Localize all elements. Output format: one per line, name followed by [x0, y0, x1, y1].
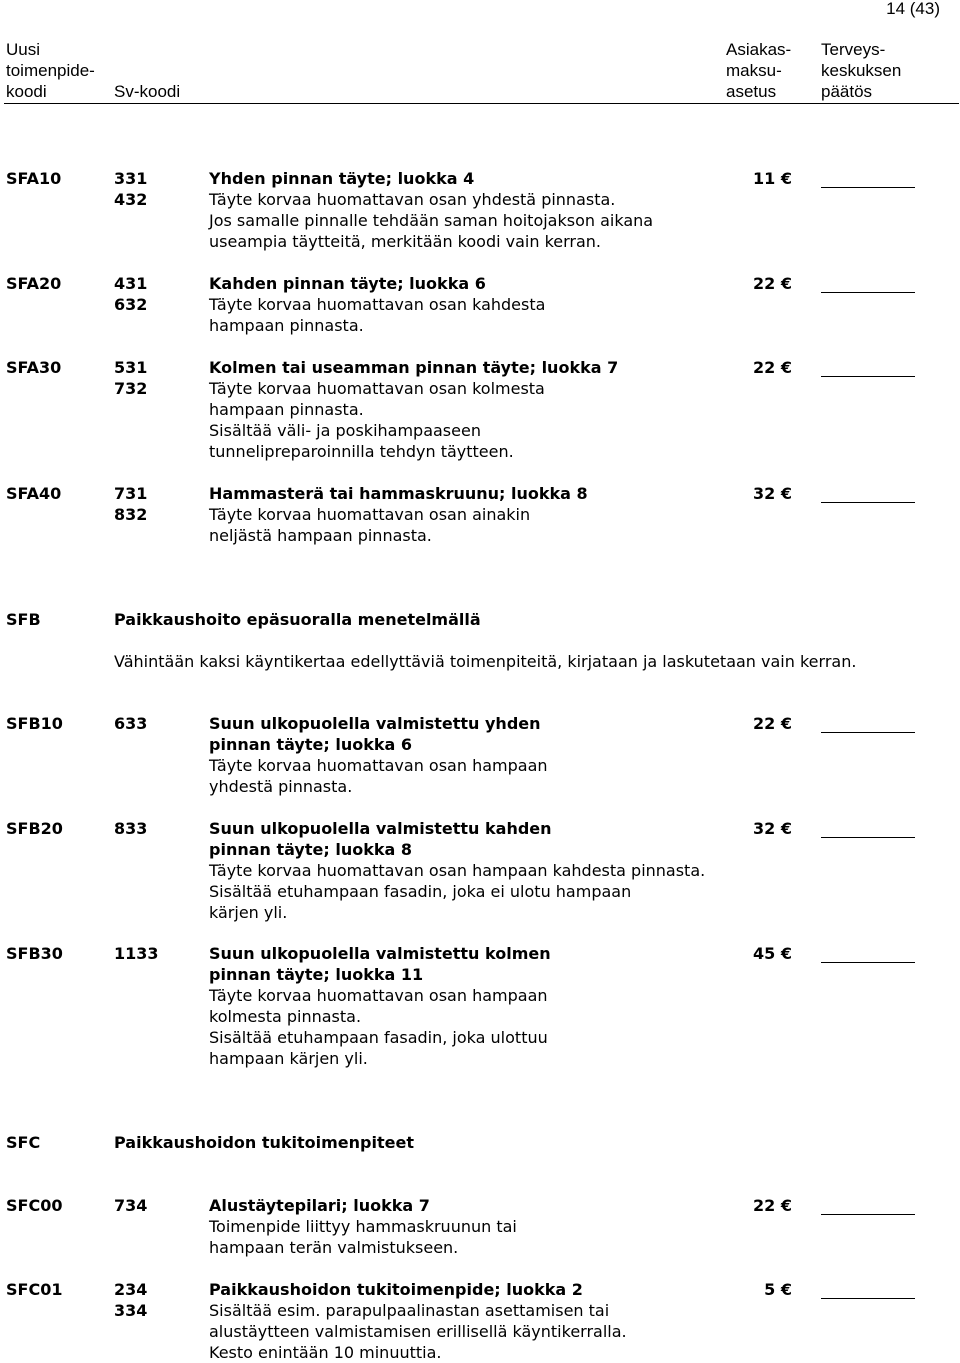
description-line: kärjen yli. [209, 903, 288, 922]
description-title: Suun ulkopuolella valmistettu kolmen [209, 944, 551, 963]
procedure-code: SFC01 [6, 1280, 63, 1299]
decision-blank-line[interactable] [821, 817, 915, 838]
sv-code: 732 [114, 379, 148, 398]
header-new-code [6, 39, 95, 102]
section-code: SFC [6, 1133, 41, 1152]
sv-code: 431 [114, 274, 148, 293]
sv-code: 633 [114, 714, 148, 733]
sv-code: 331 [114, 169, 148, 188]
description-line: yhdestä pinnasta. [209, 777, 353, 796]
sv-codes [114, 943, 159, 964]
procedure-price: 22 € [753, 274, 792, 293]
description-title: Paikkaushoidon tukitoimenpide; luokka 2 [209, 1280, 583, 1299]
description-title: pinnan täyte; luokka 8 [209, 840, 412, 859]
description-line: Sisältää esim. parapulpaalinastan asettamisen tai [209, 1301, 610, 1320]
procedure-description [209, 1279, 627, 1363]
description-line: Täyte korvaa huomattavan osan hampaan kahdesta pinnasta. [209, 861, 706, 880]
header-fee-decree [726, 39, 791, 102]
description-line: Sisältää etuhampaan fasadin, joka ei ulotu hampaan [209, 882, 632, 901]
sv-code: 632 [114, 295, 148, 314]
header-fee-decree-line: asetus [726, 82, 777, 101]
description-line: Täyte korvaa huomattavan osan hampaan [209, 986, 548, 1005]
sv-codes [114, 1195, 147, 1216]
description-title: Alustäytepilari; luokka 7 [209, 1196, 430, 1215]
procedure-description [209, 1195, 517, 1258]
header-health-center-line: keskuksen [821, 61, 902, 80]
description-line: hampaan kärjen yli. [209, 1049, 368, 1068]
sv-codes [114, 713, 147, 734]
description-line: Jos samalle pinnalle tehdään saman hoitojakson aikana [209, 211, 654, 230]
header-new-code-line: Uusi [6, 40, 41, 59]
sv-code: 833 [114, 819, 148, 838]
description-title: pinnan täyte; luokka 11 [209, 965, 424, 984]
procedure-price: 5 € [764, 1280, 792, 1299]
procedure-code: SFA30 [6, 358, 62, 377]
header-new-code-line: koodi [6, 82, 47, 101]
sv-codes [114, 168, 147, 210]
header-fee-decree-line: maksu- [726, 61, 782, 80]
description-line: Sisältää väli- ja poskihampaaseen [209, 421, 481, 440]
description-line: Täyte korvaa huomattavan osan ainakin [209, 505, 531, 524]
description-line: hampaan pinnasta. [209, 316, 364, 335]
procedure-price: 32 € [753, 484, 792, 503]
description-title: Kolmen tai useamman pinnan täyte; luokka 7 [209, 358, 619, 377]
decision-blank-line[interactable] [821, 942, 915, 963]
decision-blank-line[interactable] [821, 482, 915, 503]
procedure-code: SFA40 [6, 484, 62, 503]
description-line: Kesto enintään 10 minuuttia. [209, 1343, 442, 1362]
section-note: Vähintään kaksi käyntikertaa edellyttäviä toimenpiteitä, kirjataan ja laskutetaan vain kerran. [114, 652, 857, 671]
sv-codes [114, 1279, 147, 1321]
description-title: Hammasterä tai hammaskruunu; luokka 8 [209, 484, 588, 503]
procedure-description [209, 943, 551, 1069]
decision-blank-line[interactable] [821, 356, 915, 377]
procedure-price: 32 € [753, 819, 792, 838]
decision-blank-line[interactable] [821, 1194, 915, 1215]
section-title: Paikkaushoito epäsuoralla menetelmällä [114, 610, 481, 629]
procedure-code: SFB10 [6, 714, 63, 733]
sv-code: 832 [114, 505, 148, 524]
procedure-price: 22 € [753, 358, 792, 377]
sv-code: 234 [114, 1280, 148, 1299]
sv-codes [114, 818, 147, 839]
header-divider [4, 103, 959, 104]
sv-codes [114, 483, 147, 525]
procedure-description [209, 357, 618, 462]
decision-blank-line[interactable] [821, 272, 915, 293]
description-title: Suun ulkopuolella valmistettu yhden [209, 714, 541, 733]
description-title: Yhden pinnan täyte; luokka 4 [209, 169, 475, 188]
description-line: alustäytteen valmistamisen erillisellä käyntikerralla. [209, 1322, 627, 1341]
header-new-code-line: toimenpide- [6, 61, 95, 80]
description-line: Täyte korvaa huomattavan osan kahdesta [209, 295, 546, 314]
procedure-price: 22 € [753, 1196, 792, 1215]
procedure-code: SFB20 [6, 819, 63, 838]
description-line: Täyte korvaa huomattavan osan kolmesta [209, 379, 545, 398]
header-health-center-decision [821, 39, 901, 102]
procedure-description [209, 818, 705, 923]
description-line: neljästä hampaan pinnasta. [209, 526, 432, 545]
decision-blank-line[interactable] [821, 1278, 915, 1299]
sv-code: 432 [114, 190, 148, 209]
description-line: tunnelipreparoinnilla tehdyn täytteen. [209, 442, 514, 461]
procedure-description [209, 713, 548, 797]
description-title: pinnan täyte; luokka 6 [209, 735, 412, 754]
description-line: hampaan pinnasta. [209, 400, 364, 419]
sv-code: 731 [114, 484, 148, 503]
procedure-description [209, 273, 545, 336]
procedure-price: 22 € [753, 714, 792, 733]
procedure-description [209, 168, 653, 252]
description-title: Kahden pinnan täyte; luokka 6 [209, 274, 486, 293]
description-line: Täyte korvaa huomattavan osan hampaan [209, 756, 548, 775]
sv-codes [114, 273, 147, 315]
header-fee-decree-line: Asiakas- [726, 40, 792, 59]
procedure-description [209, 483, 588, 546]
procedure-code: SFB30 [6, 944, 63, 963]
sv-code: 734 [114, 1196, 148, 1215]
procedure-code: SFA20 [6, 274, 62, 293]
description-title: Suun ulkopuolella valmistettu kahden [209, 819, 552, 838]
procedure-code: SFA10 [6, 169, 62, 188]
sv-codes [114, 357, 147, 399]
procedure-price: 45 € [753, 944, 792, 963]
procedure-code: SFC00 [6, 1196, 63, 1215]
header-health-center-line: Terveys- [821, 40, 886, 59]
procedure-price: 11 € [753, 169, 792, 188]
header-sv-code: Sv-koodi [114, 82, 181, 101]
header-health-center-line: päätös [821, 82, 873, 101]
page-number: 14 (43) [886, 0, 940, 18]
sv-code: 531 [114, 358, 148, 377]
description-line: useampia täytteitä, merkitään koodi vain kerran. [209, 232, 602, 251]
section-title: Paikkaushoidon tukitoimenpiteet [114, 1133, 414, 1152]
decision-blank-line[interactable] [821, 712, 915, 733]
description-line: hampaan terän valmistukseen. [209, 1238, 459, 1257]
section-code: SFB [6, 610, 41, 629]
sv-code: 1133 [114, 944, 159, 963]
description-line: kolmesta pinnasta. [209, 1007, 362, 1026]
decision-blank-line[interactable] [821, 167, 915, 188]
description-line: Toimenpide liittyy hammaskruunun tai [209, 1217, 517, 1236]
sv-code: 334 [114, 1301, 148, 1320]
description-line: Täyte korvaa huomattavan osan yhdestä pinnasta. [209, 190, 616, 209]
description-line: Sisältää etuhampaan fasadin, joka ulottuu [209, 1028, 548, 1047]
